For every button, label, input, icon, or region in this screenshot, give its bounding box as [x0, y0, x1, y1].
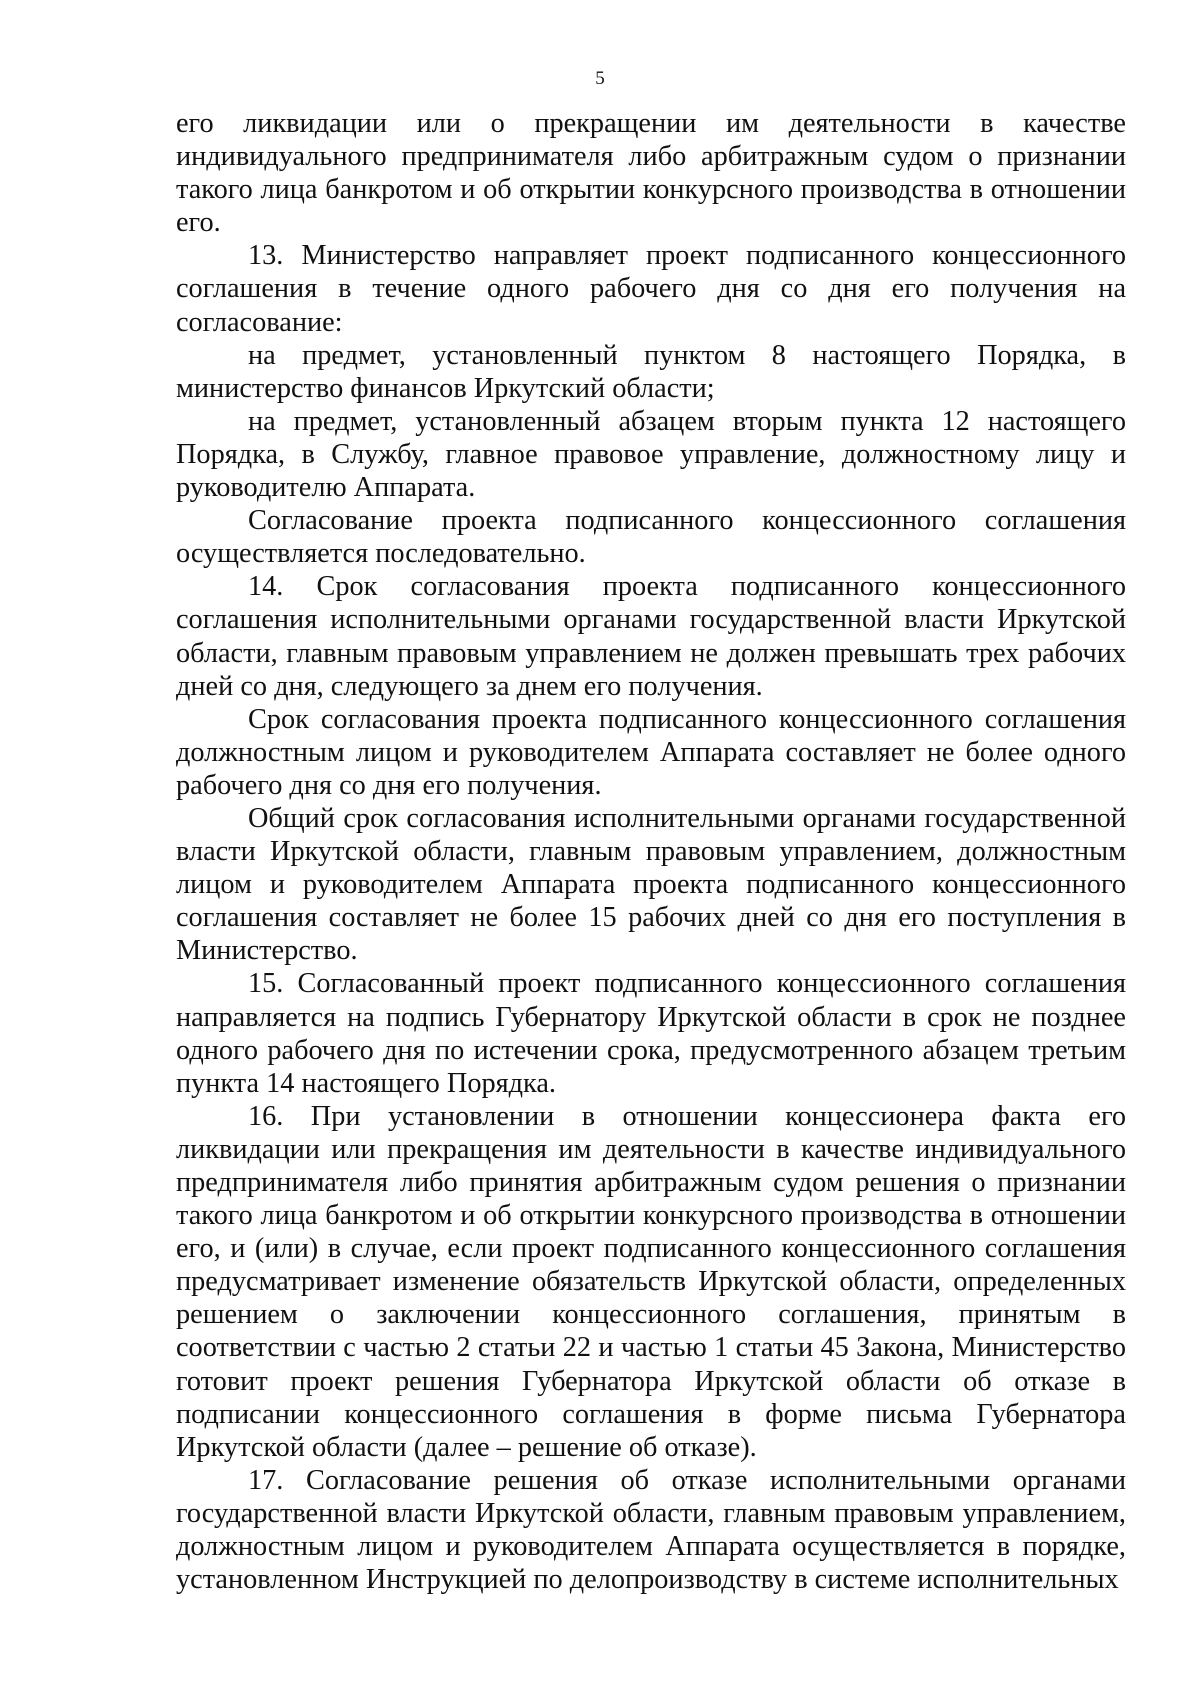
- paragraph-13-item-2: на предмет, установленный абзацем вторым пункта 12 настоящего Порядка, в Службу, главное правовое управление, должностному лицу и руководителю Аппарата.: [176, 405, 1126, 504]
- paragraph-15: 15. Согласованный проект подписанного концессионного соглашения направляется на подпись Губернатору Иркутской области в срок не позднее одного рабочего дня по истечении срока, предусмотренного абзацем третьим пункта 14 настоящего Порядка.: [176, 968, 1126, 1099]
- paragraph-continuation: его ликвидации или о прекращении им деятельности в качестве индивидуального предпринимателя либо арбитражным судом о признании такого лица банкротом и об открытии конкурсного производства в отношении его.: [176, 108, 1126, 239]
- paragraph-14-part-2: Срок согласования проекта подписанного концессионного соглашения должностным лицом и руководителем Аппарата составляет не более одного рабочего дня со дня его получения.: [176, 703, 1126, 801]
- paragraph-16: 16. При установлении в отношении концессионера факта его ликвидации или прекращения им деятельности в качестве индивидуального предпринимателя либо принятия арбитражным судом решения о признании такого лица банкротом и об открытии конкурсного производства в отношении его, и (или) в случае, если проект подписанного концессионного соглашения предусматривает изменение обязательств Иркутской области, определенных решением о заключении концессионного соглашения, принятым в соответствии с частью 2 статьи 22 и частью 1 статьи 45 Закона, Министерство готовит проект решения Губернатора Иркутской области об отказе в подписании концессионного соглашения в форме письма Губернатора Иркутской области (далее – решение об отказе).: [176, 1100, 1126, 1463]
- paragraph-14: 14. Срок согласования проекта подписанного концессионного соглашения исполнительными органами государственной власти Иркутской области, главным правовым управлением не должен превышать трех рабочих дней со дня, следующего за днем его получения.: [176, 571, 1126, 702]
- paragraph-17: 17. Согласование решения об отказе исполнительными органами государственной власти Иркутской области, главным правовым управлением, должностным лицом и руководителем Аппарата осуществляется в порядке, установленном Инструкцией по делопроизводству в системе исполнительных: [176, 1464, 1126, 1596]
- paragraph-13: 13. Министерство направляет проект подписанного концессионного соглашения в течение одного рабочего дня со дня его получения на согласование:: [176, 240, 1126, 338]
- paragraph-13-item-1: на предмет, установленный пунктом 8 настоящего Порядка, в министерство финансов Иркутский области;: [176, 339, 1126, 404]
- paragraph-14-part-3: Общий срок согласования исполнительными органами государственной власти Иркутской области, главным правовым управлением, должностным лицом и руководителем Аппарата проекта подписанного концессионного соглашения составляет не более 15 рабочих дней со дня его поступления в Министерство.: [176, 802, 1126, 967]
- paragraph-13-sequence: Согласование проекта подписанного концессионного соглашения осуществляется последовательно.: [176, 505, 1126, 570]
- page-number: 5: [595, 68, 605, 89]
- document-body: [176, 107, 1126, 1596]
